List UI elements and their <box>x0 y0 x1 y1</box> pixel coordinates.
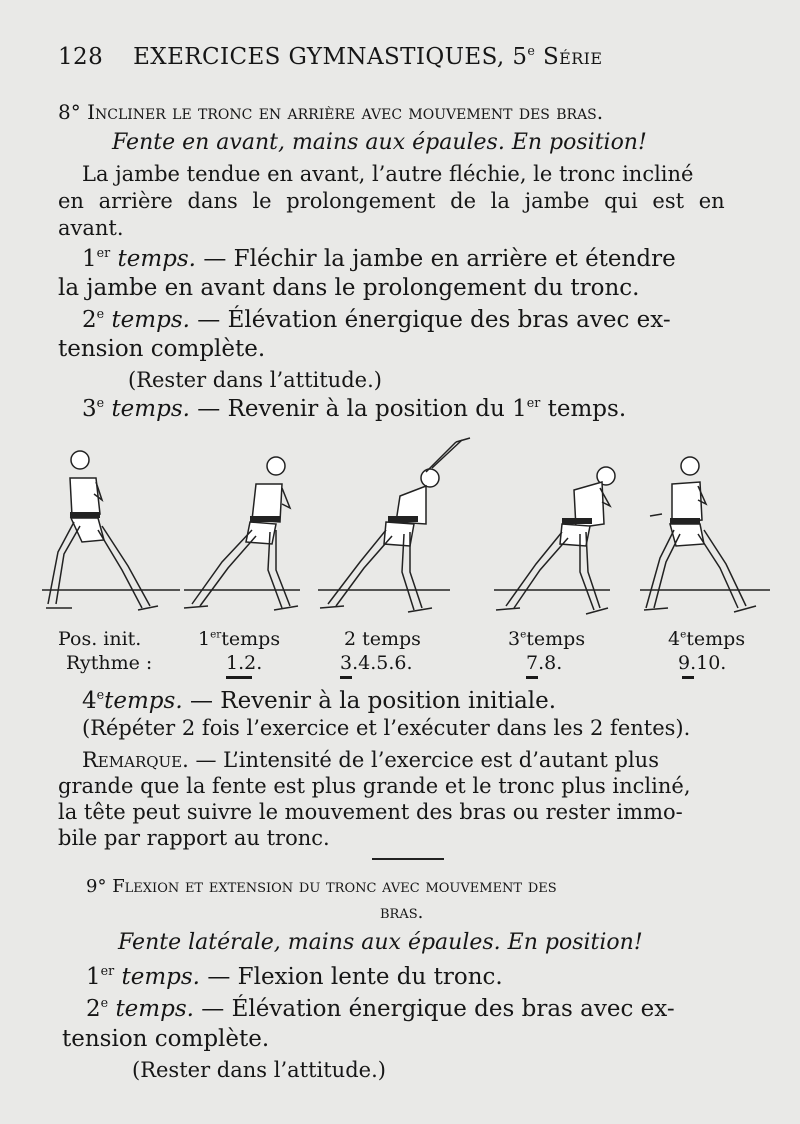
ex8-remark-line-3: la tête peut suivre le mouvement des bras ou rester immo- <box>58 800 683 824</box>
rythme-4: 9.10. <box>678 652 727 674</box>
ex8-temps-1-cont: la jambe en avant dans le prolongement du tronc. <box>58 275 640 301</box>
ex8-temps-2: 2e temps. — Élévation énergique des bras avec ex- <box>82 306 671 333</box>
rythme-1: 1.2. <box>226 652 263 674</box>
rythme-mark <box>682 676 694 679</box>
label-temps-1: 1ertemps <box>198 628 281 650</box>
figure-temps-3 <box>496 467 615 614</box>
label-temps-4: 4etemps <box>668 628 746 650</box>
exercise-8-title: 8° Incliner le tronc en arrière avec mouvement des bras. <box>58 100 604 124</box>
exercise-9-title-cont: bras. <box>380 902 424 923</box>
ex9-temps-2: 2e temps. — Élévation énergique des bras avec ex- <box>86 995 675 1022</box>
section-divider <box>372 858 444 860</box>
rythme-mark <box>526 676 538 679</box>
rythme-3: 7.8. <box>526 652 563 674</box>
ex8-remark-line-2: grande que la fente est plus grande et le tronc plus incliné, <box>58 774 691 798</box>
running-header: 128 EXERCICES GYMNASTIQUES, 5e Série <box>58 43 603 70</box>
figure-temps-4 <box>644 457 756 612</box>
ex8-temps-3: 3e temps. — Revenir à la position du 1er temps. <box>82 395 627 422</box>
ex8-desc-line-2: en arrière dans le prolongement de la jambe qui est en <box>58 189 725 213</box>
exercise-9-title: 9° Flexion et extension du tronc avec mouvement des <box>86 876 557 897</box>
exercise-9-command: Fente latérale, mains aux épaules. En position! <box>118 930 643 955</box>
page-number: 128 <box>58 44 104 70</box>
rythme-mark <box>340 676 352 679</box>
ex9-temps-1: 1er temps. — Flexion lente du tronc. <box>86 963 503 990</box>
ex8-temps-4: 4etemps. — Revenir à la position initiale. <box>82 687 557 714</box>
label-pos-init: Pos. init. <box>58 628 142 650</box>
label-temps-2: 2 temps <box>344 628 421 650</box>
running-title-end: Série <box>542 44 603 70</box>
figure-initial-position <box>46 451 158 610</box>
ex8-temps-1: 1er temps. — Fléchir la jambe en arrière et étendre <box>82 245 676 272</box>
gymnastics-illustration <box>0 430 800 630</box>
ex8-temps-2-cont: tension complète. <box>58 336 266 362</box>
ex8-desc-line-3: avant. <box>58 216 124 240</box>
rythme-label: Rythme : <box>66 652 153 674</box>
ex8-remark-line-4: bile par rapport au tronc. <box>58 826 330 850</box>
figure-temps-1 <box>184 457 298 610</box>
figure-temps-2 <box>320 438 470 612</box>
rythme-mark <box>226 676 252 679</box>
running-title: EXERCICES GYMNASTIQUES, 5 <box>133 44 528 70</box>
label-temps-3: 3etemps <box>508 628 586 650</box>
ex9-temps-2-note: (Rester dans l’attitude.) <box>132 1058 386 1082</box>
ex8-remark-line-1: Remarque. — L’intensité de l’exercice est d’autant plus <box>82 748 659 772</box>
exercise-8-command: Fente en avant, mains aux épaules. En position! <box>112 130 647 155</box>
ex8-temps-2-note: (Rester dans l’attitude.) <box>128 368 382 392</box>
ex8-desc-line-1: La jambe tendue en avant, l’autre fléchie, le tronc incliné <box>82 162 694 186</box>
rythme-2: 3.4.5.6. <box>340 652 413 674</box>
ex9-temps-2-cont: tension complète. <box>62 1026 270 1052</box>
remark-label: Remarque. <box>82 748 189 772</box>
ex8-repeat: (Répéter 2 fois l’exercice et l’exécuter dans les 2 fentes). <box>82 716 691 740</box>
